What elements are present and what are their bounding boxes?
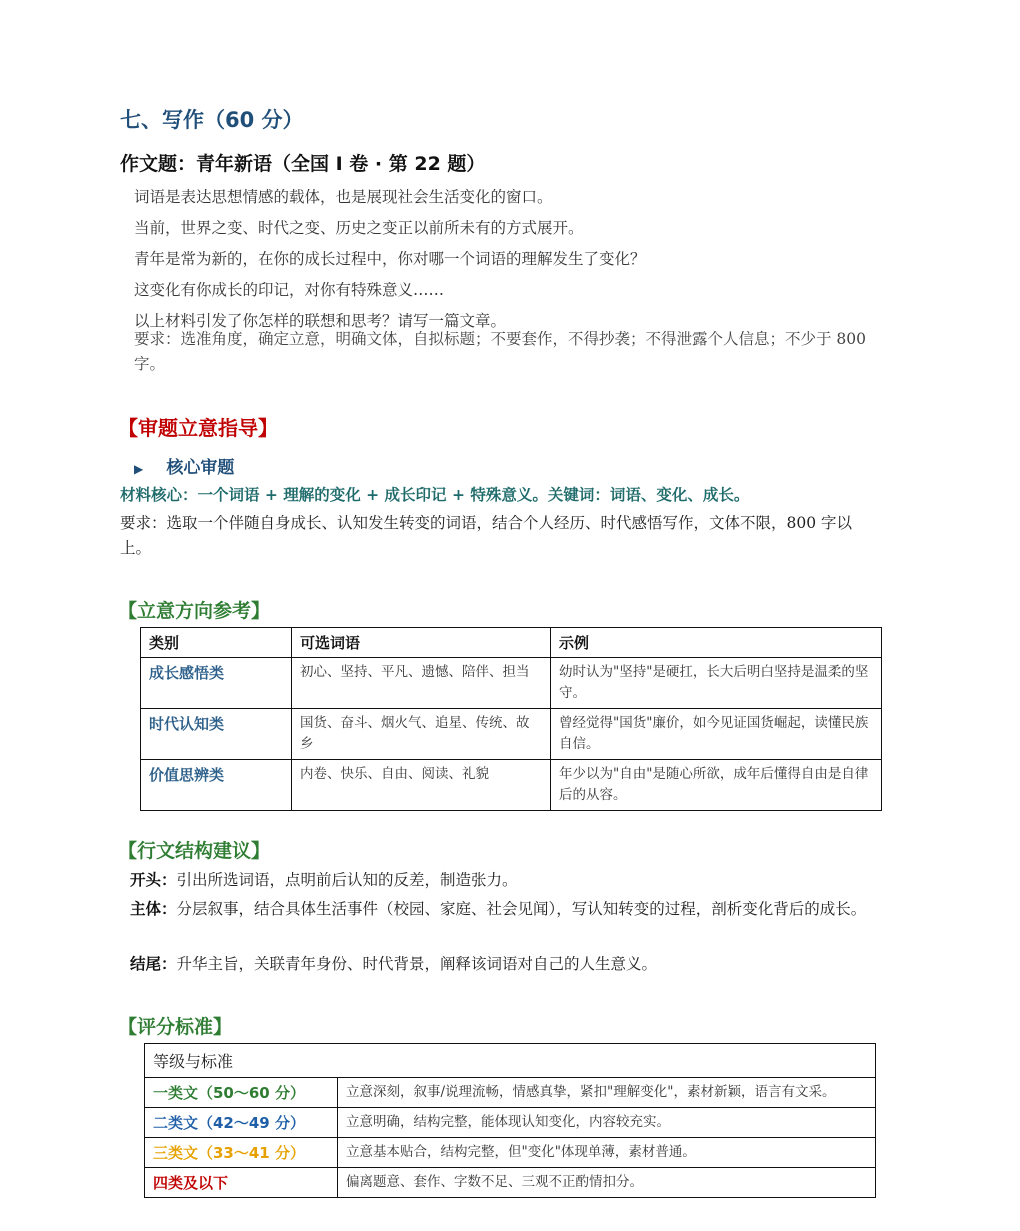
table-header-row xyxy=(141,628,882,658)
prompt-line: 词语是表达思想情感的载体，也是展现社会生活变化的窗口。 xyxy=(134,188,553,206)
category-cell: 时代认知类 xyxy=(141,709,292,760)
prompt-line: 青年是常为新的，在你的成长过程中，你对哪一个词语的理解发生了变化？ xyxy=(134,250,646,268)
level-cell: 二类文（42～49 分） xyxy=(145,1108,338,1138)
structure-label: 结尾： xyxy=(130,955,177,973)
level-cell: 三类文（33～41 分） xyxy=(145,1138,338,1168)
example-cell: 年少以为"自由"是随心所欲，成年后懂得自由是自律后的从容。 xyxy=(551,760,882,811)
guide-heading: 【审题立意指导】 xyxy=(118,416,278,440)
structure-ending xyxy=(130,951,890,977)
words-cell: 初心、坚持、平凡、遗憾、陪伴、担当 xyxy=(292,658,551,709)
structure-body xyxy=(130,896,890,922)
table-row xyxy=(141,709,882,760)
table-header: 类别 xyxy=(141,628,292,658)
desc-cell: 立意基本贴合，结构完整，但"变化"体现单薄，素材普通。 xyxy=(338,1138,876,1168)
table-row xyxy=(141,658,882,709)
table-row xyxy=(141,760,882,811)
table-header: 示例 xyxy=(551,628,882,658)
example-cell: 幼时认为"坚持"是硬扛，长大后明白坚持是温柔的坚守。 xyxy=(551,658,882,709)
core-heading-row xyxy=(134,453,234,478)
desc-cell: 立意明确，结构完整，能体现认知变化，内容较充实。 xyxy=(338,1108,876,1138)
level-cell: 一类文（50～60 分） xyxy=(145,1078,338,1108)
table-header-row xyxy=(145,1044,876,1078)
scoring-heading: 【评分标准】 xyxy=(118,1016,233,1038)
structure-heading: 【行文结构建议】 xyxy=(118,840,271,862)
prompt-line: 这变化有你成长的印记，对你有特殊意义…… xyxy=(134,281,445,299)
prompt-requirement: 要求：选准角度，确定立意，明确文体，自拟标题；不要套作，不得抄袭；不得泄露个人信息；不少于 800 字。 xyxy=(134,330,867,373)
words-cell: 国货、奋斗、烟火气、追星、传统、故乡 xyxy=(292,709,551,760)
scoring-header: 等级与标准 xyxy=(145,1044,876,1078)
structure-opening xyxy=(130,867,890,893)
table-row xyxy=(145,1108,876,1138)
prompt-line: 以上材料引发了你怎样的联想和思考？请写一篇文章。 xyxy=(134,312,507,330)
structure-label: 主体： xyxy=(130,900,177,918)
core-material: 材料核心：一个词语 + 理解的变化 + 成长印记 + 特殊意义。关键词：词语、变化、成长。 xyxy=(120,485,750,504)
category-cell: 成长感悟类 xyxy=(141,658,292,709)
structure-label: 开头： xyxy=(130,871,177,889)
desc-cell: 偏离题意、套作、字数不足、三观不正酌情扣分。 xyxy=(338,1168,876,1198)
desc-cell: 立意深刻，叙事/说理流畅，情感真挚，紧扣"理解变化"，素材新颖，语言有文采。 xyxy=(338,1078,876,1108)
structure-text: 升华主旨，关联青年身份、时代背景，阐释该词语对自己的人生意义。 xyxy=(176,955,658,973)
level-cell: 四类及以下 xyxy=(145,1168,338,1198)
structure-text: 分层叙事，结合具体生活事件（校园、家庭、社会见闻），写认知转变的过程，剖析变化背后的成长。 xyxy=(176,900,867,918)
core-heading: 核心审题 xyxy=(166,458,235,478)
table-row xyxy=(145,1138,876,1168)
table-header: 可选词语 xyxy=(292,628,551,658)
direction-table xyxy=(140,627,882,811)
core-requirement: 要求：选取一个伴随自身成长、认知发生转变的词语，结合个人经历、时代感悟写作，文体不限，800 字以上。 xyxy=(120,514,853,557)
prompt-title: 作文题：青年新语（全国 Ⅰ 卷 · 第 22 题） xyxy=(120,153,486,175)
table-row xyxy=(145,1078,876,1108)
example-cell: 曾经觉得"国货"廉价，如今见证国货崛起，读懂民族自信。 xyxy=(551,709,882,760)
direction-heading: 【立意方向参考】 xyxy=(118,600,271,622)
category-cell: 价值思辨类 xyxy=(141,760,292,811)
prompt-body xyxy=(134,182,894,337)
triangle-bullet-icon: ▶ xyxy=(134,462,144,476)
scoring-table xyxy=(144,1043,876,1198)
section-title: 七、写作（60 分） xyxy=(120,108,304,132)
structure-text: 引出所选词语，点明前后认知的反差，制造张力。 xyxy=(176,871,518,889)
words-cell: 内卷、快乐、自由、阅读、礼貌 xyxy=(292,760,551,811)
prompt-line: 当前，世界之变、时代之变、历史之变正以前所未有的方式展开。 xyxy=(134,219,584,237)
table-row xyxy=(145,1168,876,1198)
